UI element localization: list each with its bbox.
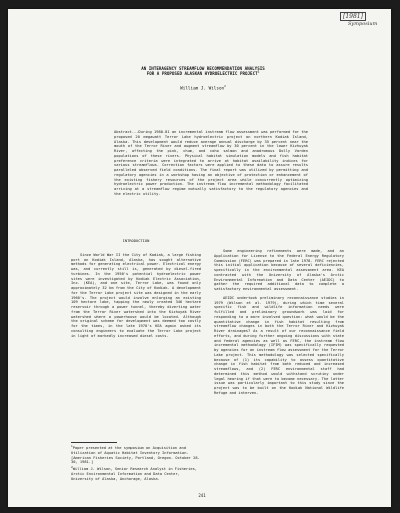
body-paragraph: Some engineering refinements were made, and an Application for License to the Federal Energy Regulatory Commission (FERC) was prepared in late 1978. FERC rejected this initial application because of several deficiencies, specifically in the environmental assessment area. KEA contracted with the University of Alaska's Arctic Environmental Information and Data Center (AEIDC) to gather the required additional data to complete a satisfactory environmental assessment.: [214, 249, 344, 291]
footnote-divider: [71, 442, 117, 443]
handwritten-note: Symposium: [348, 21, 378, 27]
footnote-mark: 1: [71, 444, 73, 448]
body-paragraph: Since World War II the City of Kodiak, a large fishing port on Kodiak Island, Alaska, has sought alternative methods for generating electrical power. Electrical energy was, and currently still is, generated by diesel-fired turbines. In the 1950's potential hydroelectric power sites were investigated by Kodiak Electric Association, Inc. (KEA), and one site, Terror Lake, was found only approximately 32 km from the City of Kodiak. A development for the Terror Lake project site was designed in the early 1960's. The project would involve enlarging an existing 109 hectare lake, tapping the newly created 346 hectare reservoir through a power tunnel, thereby diverting water from the Terror River watershed into the Kizhuyak River watershed where a powerhouse would be located. Although the original scheme for development was deemed too costly for the times, in the late 1970's KEA again asked its consulting engineers to evaluate the Terror Lake project in light of markedly increased diesel costs.: [71, 252, 201, 338]
left-column: [71, 239, 201, 342]
body-paragraph: AEIDC undertook preliminary reconnaissance studies in 1979 (Wilson et al. 1979), during which time several specific fish and wildlife information needs were fulfilled and preliminary groundwork was laid for responding to a more involved question: what would be the quantitative change in fish habitat resulting from streamflow changes in both the Terror River and Kizhuyak River drainages? As a result of our reconnaissance field efforts, and during further ongoing discussions with state and federal agencies as well as FERC, the instream flow incremental methodology (IFIM) was specifically requested by agencies for an instream flow assessment for the Terror Lake project. This methodology was selected specifically because of (1) its capability to assess quantitative change in fish habitat from both reduced and increased streamflows, and (2) FERC environmental staff had determined this method would withstand scrutiny under legal hearing if that were to become necessary. The latter issue was particularly important to this study since the project was to be built on the Kodiak National Wildlife Refuge and interven-: [214, 295, 344, 395]
author-footnote-mark: 2: [224, 84, 226, 88]
handwritten-annotation: [340, 12, 388, 28]
right-column: [214, 239, 344, 400]
introduction-heading: INTRODUCTION: [122, 239, 150, 243]
title-line-1: AN INTERAGENCY STREAMFLOW RECOMMENDATION ANALYSIS: [141, 66, 265, 71]
author-line: [148, 86, 258, 91]
page-number: 241: [198, 493, 206, 498]
footnote-text: William J. Wilson, Senior Research Analyst in Fisheries, Arctic Environmental Information and Data Center, University of Alaska, Anchorage, Alaska.: [71, 467, 198, 481]
footnote-1: [71, 446, 201, 465]
handwritten-year: [1981]: [340, 12, 366, 21]
footnote-2: [71, 467, 201, 481]
abstract: Abstract.--During 1980-81 an incremental instream flow assessment was performed for the proposed 20 megawatt Terror Lake hydroelectric project on northern Kodiak Island, Alaska. This development would reduce average annual discharge by 35 percent near the mouth of the Terror River and augment streamflow by 30 percent in the lower Kizhuyak River, affecting the pink, chum, and coho salmon and anadromous Dolly Varden populations of these rivers. Physical habitat simulation models and fish habitat preference criteria were integrated to arrive at habitat availability indices for various streamflows. Correction factors were applied to these data to assure results paralleled observed field conditions. The final report was utilized by permitting and regulatory agencies in a workshop having an objective of protection or enhancement of the existing fishery resources of the project area while concurrently optimizing hydroelectric power production. The instream flow incremental methodology facilitated arriving at a streamflow regime mutually satisfactory to the regulatory agencies and the electric utility.: [114, 130, 308, 196]
title-line-2: FOR A PROPOSED ALASKAN HYDROELECTRIC PROJECT$^1$: [146, 69, 260, 77]
footnote-text: Paper presented at the symposium on Acquisition and Utilization of Aquatic Habitat Inventory Information. [American Fisheries Society, Portland, Oregon. October 28-30, 1981.]: [71, 446, 200, 465]
paper-title: [98, 66, 308, 76]
title-footnote-mark: 1: [257, 69, 260, 74]
paper-page: [8, 9, 391, 507]
author-name: William J. Wilson: [180, 86, 225, 92]
footnote-mark: 2: [71, 465, 73, 469]
